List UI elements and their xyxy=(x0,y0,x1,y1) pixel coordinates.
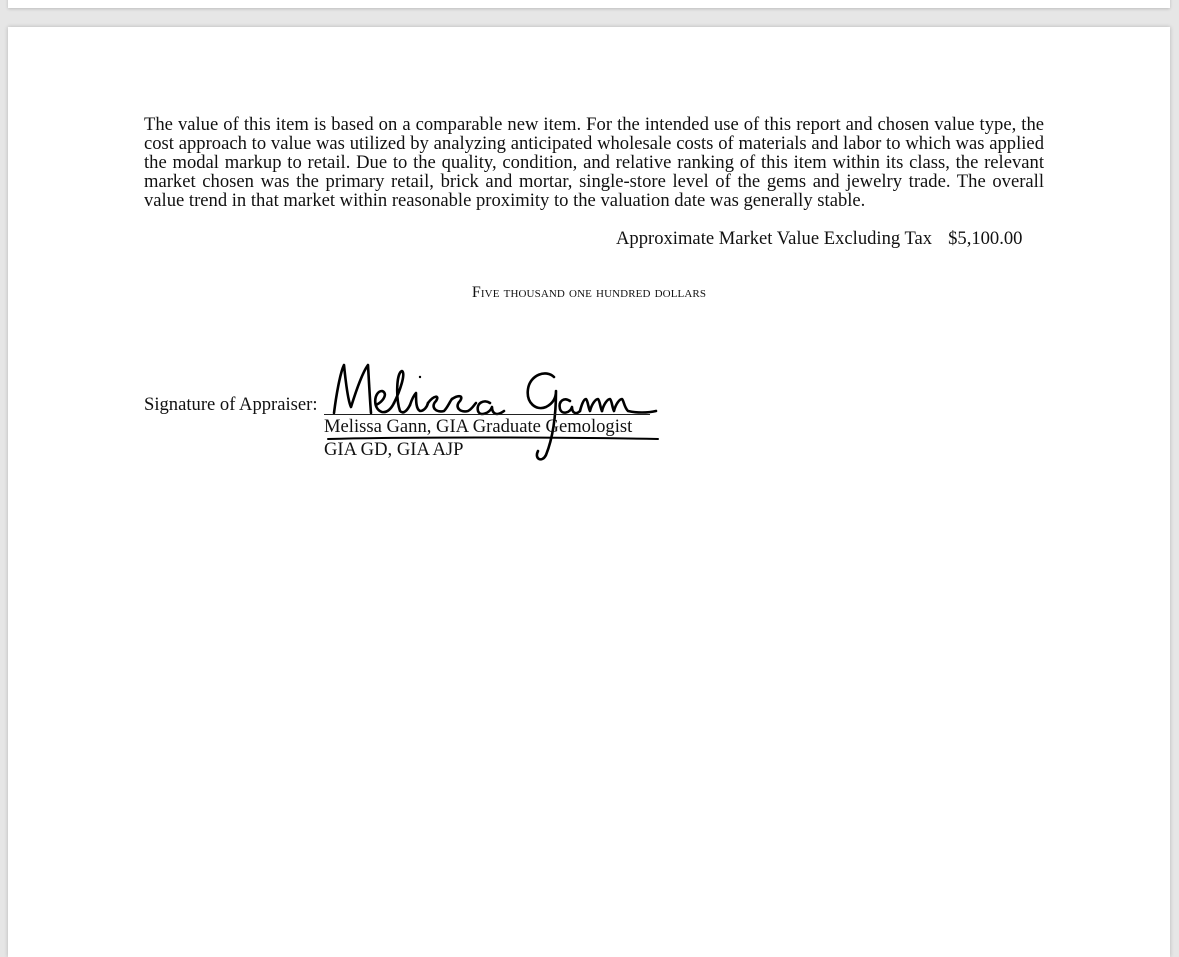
appraiser-name: Melissa Gann, GIA Graduate Gemologist xyxy=(324,416,633,437)
signature-label: Signature of Appraiser: xyxy=(144,394,318,415)
market-value-row xyxy=(616,228,1022,250)
amount-in-words: Five thousand one hundred dollars xyxy=(471,284,707,301)
market-value-amount: $5,100.00 xyxy=(948,228,1023,249)
signature-line xyxy=(324,414,650,415)
previous-page-edge xyxy=(8,0,1170,8)
market-value-label: Approximate Market Value Excluding Tax xyxy=(616,228,933,249)
appraiser-credentials: GIA GD, GIA AJP xyxy=(324,439,464,460)
document-page xyxy=(8,27,1170,957)
valuation-paragraph: The value of this item is based on a comparable new item. For the intended use of this report and chosen value type, the cost approach to value was utilized by analyzing anticipated wholesale costs of materials and labor to which was applied the modal markup to retail. Due to the quality, condition, and relative ranking of this item within its class, the relevant market chosen was the primary retail, brick and mortar, single-store level of the gems and jewelry trade. The overall value trend in that market within reasonable proximity to the valuation date was generally stable. xyxy=(144,114,1044,211)
